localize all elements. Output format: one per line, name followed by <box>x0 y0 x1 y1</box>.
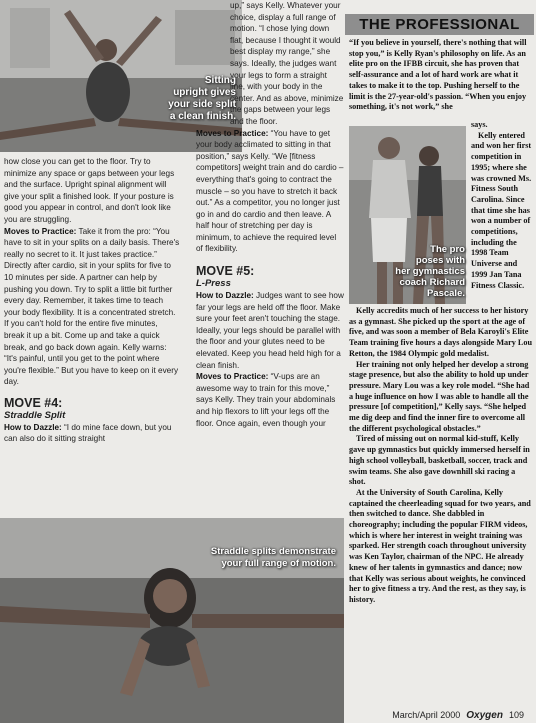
issue-date: March/April 2000 <box>392 710 461 720</box>
sidebar-intro-text: “If you believe in yourself, there's nothing that will stop you,” is Kelly Ryan's philosophy on life. As an elite pro on the IFBB circuit, she has proven that self-assurance and a lot of hard work are what it takes to make it to the top. Pushing herself to the limit is the 27-year-old's passion. “When you enjoy something, it's not work,” she <box>349 38 527 112</box>
caption-line: poses with <box>415 255 465 266</box>
sidebar-paragraph: Kelly accredits much of her success to her history as a gymnast. She picked up the sport at the age of five, and was soon a member of Bela Karoyli's Elite Team training five hours a days alongside Mary Lou Retton, the 1984 Olympic gold medalist. <box>349 306 533 358</box>
sidebar-side-paragraph: Kelly entered and won her first competition in 1995; where she was crowned Ms. Fitness South Carolina. Since that time she has won a number of competitions, including the 1998 Team Universe and 1999 Jan Tana Fitness Classic. <box>471 130 532 290</box>
caption-line: Straddle splits demonstrate <box>210 546 336 557</box>
sidebar-the-professional <box>341 0 536 723</box>
caption-line: The pro <box>430 244 465 255</box>
magazine-name: Oxygen <box>466 710 503 721</box>
sidebar-says: says. <box>471 120 488 129</box>
caption-line: your side split <box>168 99 236 110</box>
column-1 <box>4 156 180 445</box>
caption-line: Sitting <box>204 75 236 86</box>
bottom-photo-caption <box>211 546 336 570</box>
practice-text: “You have to get your body acclimated to sitting in that position,” says Kelly. “We [fitness competitors] weight train and do cardio – everything that's going to contract the muscle – so you have to stretch it back out.” As a competitor, you no longer just go in and do cardio and then leave. A half hour of stretching per day is minimum, to achieve the required level of flexibility. <box>196 128 344 254</box>
page-footer <box>392 710 524 721</box>
col2-intro-text: up,” says Kelly. Whatever your choice, display a full range of motion. “I chose lying down flat, because I thought it would best display my range,” she says. Ideally, the judges want your legs to form a straight line, with your body in the center. And as above, minimize the gaps between your legs and the floor. <box>230 1 344 126</box>
move-5-subtitle: L-Press <box>196 278 231 290</box>
sidebar-body <box>349 306 533 606</box>
dazzle-text: Judges want to see how far your legs are held off the floor. Make sure your feet aren't touching the stage. Ideally, your legs should be parallel with the floor and your glutes need to be elevated. Keep you head held high for a clean finish. <box>196 291 344 370</box>
pro-photo-caption <box>381 244 465 299</box>
sidebar-paragraph: At the University of South Carolina, Kelly captained the cheerleading squad for two years, and then switched to dance. She dabbled in choreography; including the popular FIRM videos, which is where her interest in weight training was sparked. Her strength coach throughout university was Ken Taylor, chairman of the NPC. He already knew of her talents in gymnastics and dance; now that Kelly was serious about weights, he convinced her to give fitness a try. And the rest, as they say, is history. <box>349 487 531 604</box>
dazzle-text: “I do mine face down, but you can also do it sitting straight <box>4 422 172 444</box>
col2-indented-block <box>196 0 344 128</box>
page-number: 109 <box>508 710 524 720</box>
practice-label: Moves to Practice: <box>196 128 269 138</box>
caption-line: coach Richard <box>399 277 465 288</box>
caption-line: upright gives <box>173 87 236 98</box>
move-5-title: MOVE #5: <box>196 264 255 279</box>
sidebar-paragraph: Her training not only helped her develop a strong stage presence, but also the ability to hold up under pressure. Mary Lou was a key role model. “She had a huge influence on how I was able to handle all the pressure [of competition],” Kelly says. “She helped me dig deep and find the inner fire to overcome all the different psychological obstacles.” <box>349 359 530 433</box>
practice-label: Moves to Practice: <box>196 372 269 382</box>
caption-line: her gymnastics <box>395 266 465 277</box>
move-4-title: MOVE #4: <box>4 395 63 410</box>
dazzle-label: How to Dazzle: <box>4 422 62 432</box>
caption-line: a clean finish. <box>169 111 236 122</box>
sidebar-side-text <box>471 120 535 291</box>
sidebar-paragraph: Tired of missing out on normal kid-stuff, Kelly gave up gymnastics but quickly immersed herself in high school volleyball, basketball, soccer, track and swim teams. She also gave downhill ski racing a shot. <box>349 434 530 487</box>
col1-intro-text: how close you can get to the floor. Try to minimize any space or gaps between your legs and the surface. Upright spinal alignment will give your split a finished look. If your posture is good you appear in control, and don't look like you are struggling. <box>4 157 175 224</box>
practice-text: Take it from the pro: “You have to sit in your splits on a daily basis. There's really no secret to it. It just takes practice.” Directly after cardio, sit in your splits for five to 10 minutes per side. A partner can help by pushing you down. Try to split a little bit further every day. Remember, it takes time to teach your body flexibility. It is a concentrated stretch. If you can't hold for the entire five minutes, break it up a bit. Come up and take a quick break, and go back down again. Kelly warns: “It's painful, until you get to the point where you're flexible.” But you have to keep on it every day. <box>4 226 180 387</box>
practice-label: Moves to Practice: <box>4 226 77 236</box>
sidebar-intro <box>341 35 536 113</box>
dazzle-label: How to Dazzle: <box>196 291 254 301</box>
practice-text: “V-ups are an awesome way to train for this move,” says Kelly. They train your abdominals and hip flexors to lift your legs off the floor. Once again, even though your <box>196 372 336 428</box>
column-2 <box>196 0 344 429</box>
move-4-subtitle: Straddle Split <box>4 409 66 421</box>
sidebar-title: THE PROFESSIONAL <box>345 14 534 35</box>
caption-line: your full range of motion. <box>221 558 336 569</box>
caption-line: Pascale. <box>426 288 465 299</box>
